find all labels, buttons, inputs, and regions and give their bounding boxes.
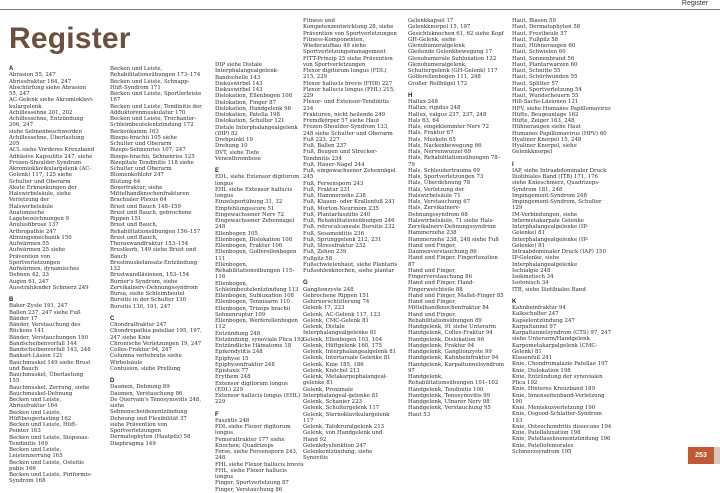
index-entry: Haut, Dermatophyten 58 — [512, 24, 581, 31]
index-entry: Haut, Blasen 59 — [512, 18, 556, 24]
index-entry: Arthropathie 247 — [9, 228, 57, 235]
index-entry: Gelenk 17, 223 — [303, 305, 345, 312]
index-letter-heading: A — [9, 66, 14, 72]
index-entry: Fuß, Fersensporn 243 — [303, 180, 364, 187]
index-entry: Epiphyse 15 — [215, 355, 249, 362]
index-entry: Fuß, Fraktur 231 — [303, 186, 351, 193]
index-entry: Haut, Sonnenbrand 56 — [512, 55, 575, 62]
index-entry: Hand und Finger, Daumenverstauchung 86 — [408, 242, 477, 255]
index-entry: Hals, Sportverletzungen 73 — [408, 174, 484, 180]
index-entry: Hals, Überdehnung 78 — [408, 180, 471, 187]
index-entry: Handgelenk, Ulnarer Nerv 98 — [408, 399, 490, 405]
index-entry: Becken und Leiste, Piriformis-Syndrom 168 — [9, 472, 92, 485]
index-letter-heading: F — [215, 411, 219, 418]
index-entry: FDL siehe Flexor digitorum longus — [215, 424, 291, 437]
index-entry: Bizepitale Tendinitis 118 siehe Schulter und Oberarm — [110, 159, 194, 172]
index-entry: Brustmuskelansatz-Entzündung 132 — [110, 259, 198, 272]
index-entry: Atmungsmechanik 150 — [9, 234, 72, 241]
index-entry: Achillessehne, Entzündung 206, 247 — [9, 116, 84, 129]
index-entry: Hals, Muskeln 65 — [408, 136, 456, 143]
index-letter-heading: C — [110, 315, 115, 322]
index-entry: Karpaltunnelsyndrom (CTS) 97, 247 siehe Unterarm/Handgelenk — [512, 330, 611, 343]
index-entry: Dermatophyten (Hautpilz) 58 — [110, 434, 191, 441]
index-entry: Chondralfraktur 247 — [110, 322, 167, 328]
index-column-1 — [9, 66, 95, 485]
index-entry: Gelenk, Hüftgelenk 160, 175 — [303, 342, 382, 349]
index-entry: Ellenbogen, Subluxation 108 — [215, 293, 294, 299]
index-entry: Boxerfraktur, siehe Mittelhandknochenfrakturen — [110, 184, 190, 197]
index-entry: Isotonisch 34 — [512, 280, 549, 287]
index-entry: Fuß, Rehabilitationsübungen 246 — [303, 218, 395, 224]
index-entry: Hallux 248 — [408, 99, 438, 105]
index-entry: Bänder, Verstauchung des Rückens 141 — [9, 322, 81, 335]
index-entry: Fuß, Beugen und Strecker-Tendinitis 234 — [303, 149, 378, 162]
index-entry: Flexor hallucis brevis (FHB) 227 — [303, 80, 393, 87]
index-letter-heading: G — [303, 280, 308, 287]
index-letter-heading: I — [512, 161, 514, 168]
index-entry: Knie, Patellaluxation 198 — [512, 430, 581, 436]
index-entry: Einzelsportübung 31, 32 — [215, 199, 283, 206]
index-entry: Haut, Schnitte 55 — [512, 68, 561, 74]
index-entry: Hals, Verstauchung 67 — [408, 199, 471, 205]
index-entry: Handgelenk, Colles-Fraktur 94 — [408, 330, 493, 337]
index-entry: Brustkorb, 149 siehe Brust und Bauch — [110, 247, 197, 260]
index-entry: Gelenkdysfunktion 247 — [303, 442, 367, 449]
page-number: 253 — [688, 447, 714, 464]
index-entry: Becken und Leiste, Trochanter-Schleimbeutelentzündung 172 — [110, 116, 197, 129]
index-entry: Hyaliner Knorpel, siehe Gelenkknorpel — [512, 143, 577, 156]
index-entry: Brust und Bauch, Thoraxwandfraktur 153–154 — [110, 234, 189, 247]
index-entry: Aufwärmen, dynamisches Dehnen 42, 23 — [9, 266, 80, 279]
index-entry: Intraabdominaler Druck (IAP) 150 — [512, 249, 606, 255]
index-entry: Columna vertebralis siehe Wirbelsäule — [110, 353, 182, 366]
index-letter-heading: K — [512, 298, 517, 305]
index-entry: Augen 61, 247 — [9, 278, 49, 285]
index-entry: Haut, Schürfwunden 55 — [512, 74, 578, 81]
index-entry: Daumen, Verstauchung 86 — [110, 390, 183, 397]
index-entry: Hallux, valgus 237, 237, 248 — [408, 111, 487, 118]
index-entry: Epikondylitis 248 — [215, 349, 263, 356]
index-entry: Handgelenk, Tenosynovitis 99 — [408, 392, 491, 399]
index-entry: Extensor digitorum longus (EDL) 229 — [215, 380, 288, 393]
index-entry: Entzündung 248 — [215, 330, 261, 337]
index-entry: Glenohumeralgelenk, Schultergelenk (GH-Gelenk) 117 — [408, 61, 498, 74]
index-entry: Becken und Leiste, Abrissfraktur 164 — [9, 397, 62, 410]
index-entry: Gelenk, Talokruralgelenk 213 — [303, 424, 385, 430]
index-entry: Hals, Fraktur 67 — [408, 130, 454, 137]
index-entry: Gelenk, Ellenbogen 103, 104 — [303, 336, 383, 343]
index-entry: Blumenkohlohr 247 — [110, 172, 164, 179]
index-entry: Aufwärmen 55 — [9, 241, 50, 247]
index-entry: Finger, Sportverletzung 87 — [215, 480, 289, 487]
index-entry: Akute Erkrankungen der Halswirbelsäule, siehe Verletzung der Halswirbelsäule — [9, 184, 77, 210]
index-entry: Entzündliche Hämatome 18 — [215, 343, 292, 349]
index-entry: Bauchmuskel, Überlastung 155 — [9, 372, 84, 385]
index-entry: Ellenbogen, Dislokation 108 — [215, 236, 293, 243]
index-entry: Impingement-Syndrom 248 — [512, 192, 587, 199]
index-entry: Finger, Verstauchung 86 — [215, 486, 283, 493]
index-entry: Extensor hallucis longus (EHL) 229 — [215, 393, 301, 406]
index-entry: Handgelenk, Fraktur 94 — [408, 342, 475, 349]
index-entry: Klauenfuß 241 — [512, 355, 553, 361]
index-entry: Hammerzehe 238 — [408, 230, 457, 237]
index-entry: Beckenkamm 163 — [110, 128, 159, 135]
index-entry: Bursitis in der Schulter 130 — [110, 297, 187, 304]
index-entry: Haut, Splitter 57 — [512, 80, 559, 87]
index-entry: Achillessehne, Überlastung 205 — [9, 134, 85, 147]
index-entry: FHL, siehe Flexor hallucis longus — [215, 467, 287, 480]
index-entry: EHL siehe Extensor hallucis longus — [215, 186, 293, 199]
index-column-5 — [408, 18, 506, 418]
index-entry: Hand und Finger, Fingerverstauchung 86 — [408, 267, 473, 280]
index-entry: Knie, Osgood-Schlatter-Syndrom 193 — [512, 411, 602, 424]
index-entry: Humanes Papillomavirus (HPV) 60 — [512, 130, 607, 137]
index-letter-heading: B — [9, 297, 14, 303]
index-entry: AC-Gelenk siehe Akromioklavi-kulargelenk — [9, 97, 94, 110]
index-entry: Hallux, rigidus 248 — [408, 105, 461, 112]
index-entry: Gelenk, AC-Gelenk 117, 123 — [303, 311, 381, 318]
index-entry: Flexor digitorum longus (FDL) 215, 229 — [303, 68, 387, 81]
index-entry: Hüfte, Beugeanlage 162 — [512, 111, 579, 118]
index-entry: Fuß, Zehen 239 — [303, 249, 347, 256]
index-entry: Distale Interphalangealgelenk (DIP) 82 — [215, 124, 298, 137]
index-entry: Fuß, Hammerzehe 238 — [303, 193, 366, 199]
index-entry: Hüfte, Zeiger 163, 248 — [512, 118, 575, 124]
index-entry: Fußpilz 58 — [303, 255, 333, 262]
index-entry: Ballen 237, 247 siehe Fuß — [9, 309, 81, 316]
index-entry: Knie, Dislokation 198 — [512, 367, 571, 374]
index-entry: Handgelenk, Kahnbeinfraktur 94 — [408, 355, 499, 362]
index-entry: Bänder, Verstauchungen 190 — [9, 334, 89, 341]
top-bar — [0, 0, 720, 9]
index-entry: Frozen-Shoulder-Syndrom 133, 248 siehe Schulter und Oberarm — [303, 124, 393, 137]
index-entry: siehe Sehnenbeschwerden — [9, 128, 82, 135]
index-entry: Gelenkknorpel 15, 197 — [408, 24, 471, 31]
index-entry: Bänder 17 — [9, 315, 38, 322]
index-entry: Dislokation, Schulter 121 — [215, 118, 285, 125]
index-entry: Handgelenk, Ganglionzyste 99 — [408, 349, 492, 355]
index-entry: Großer Rollhügel 172 — [408, 80, 468, 87]
index-entry: Kahnbeinfraktur 94 — [512, 305, 566, 311]
index-entry: Haut, Plantarwarzen 60 — [512, 61, 578, 68]
index-entry: Becken und Leiste, Hüft-Pointer 163 — [9, 422, 78, 435]
index-entry: Diaphragma 149 — [110, 440, 156, 447]
index-entry: Ellenbogen, Trizeps brachii Sehnenruptur 109 — [215, 305, 291, 318]
index-entry: Empfehlungsscore 51 — [215, 205, 275, 212]
index-entry: Knie, Innenseitenband-Verletzung 190 — [512, 392, 605, 405]
index-entry: Haut, Fußpilz 58 — [512, 36, 559, 43]
index-letter-heading: E — [215, 168, 220, 174]
index-column-4 — [303, 18, 398, 462]
index-entry: Haut, Wundscheuern 55 — [512, 93, 579, 99]
index-entry: Gelenk, Sternoklavikulargelenk 117 — [303, 411, 390, 424]
index-entry: Kapselentzündung 247 — [512, 317, 575, 324]
index-entry: Abrissfraktur 164, 247 — [9, 78, 72, 85]
index-entry: Gebrochene Rippen 151 — [303, 292, 370, 299]
index-entry: Hals, Nackenbewegung 66 — [408, 142, 482, 149]
index-entry: Gelenk, Proximale Interphalangeal-gelenke 81 — [303, 386, 379, 399]
index-entry: Haut, Sportverletzung 54 — [512, 86, 582, 93]
index-entry: Fitness und Kompetenzentwicklung 28, siehe Prävention von Sportverletzungen — [303, 18, 397, 37]
index-entry: GH-Gelenk, siehe Glenohumeralgelenk — [408, 36, 465, 49]
index-entry: Drehpunkt 19 — [215, 137, 253, 143]
index-entry: Hals, Zervikalnerv-Dehnungssyndrom 68 — [408, 205, 468, 218]
index-entry: Adhäsive Kapsulitis 247, siehe Frozen-Shoulder-Syndrom — [9, 153, 93, 166]
index-entry: Karpaltunnel 97 — [512, 323, 557, 330]
index-entry: Fuß, Sprunggelenk 212, 231 — [303, 236, 382, 243]
index-entry: Handgelenk, 91 siehe Unterarm — [408, 324, 497, 330]
index-entry: Interphalangealgelenke (IP-Gelenke) 81 — [512, 224, 589, 237]
index-entry: Fuß, Stressfraktur 232 — [303, 243, 366, 249]
index-entry: Fasziitis 248 — [215, 417, 250, 424]
index-entry: Hals, Nervenwurzel 69 — [408, 149, 472, 155]
index-entry: Hand und Finger, Rehabilitationsübungen 89 — [408, 311, 482, 324]
index-entry: Fußsohlenknochen, siehe plantar — [303, 268, 395, 274]
index-entry: Gelenk, Distale Interphalangealgelenke 81 — [303, 324, 377, 337]
index-entry: Gleitende Gelenkbewegung 17 — [408, 49, 493, 56]
index-entry: Burner's Syndrom, siehe Zervikalnerv-Dehnungssyndrom — [110, 278, 198, 291]
index-entry: Isokinetisch 34 — [512, 274, 554, 280]
index-entry: Ellenbogen, Schleimbeutelentzündung 113 — [215, 280, 299, 293]
index-entry: Akromioklavikulargelenk (AC-Gelenk) 117, 125 siehe Schulter und Oberarm — [9, 166, 92, 185]
index-letter-heading: D — [110, 378, 115, 384]
index-entry: Handgelenk, Verstauchung 95 — [408, 405, 491, 412]
index-entry: Knie, Patellofemorales Schmerzsyndrom 195 — [512, 442, 574, 455]
index-entry: Ellenbogen 105 — [215, 230, 258, 237]
index-entry: Haut, Hühneraugen 60 — [512, 43, 576, 49]
index-entry: Contusion, siehe Prellung — [110, 365, 181, 372]
running-header: Register — [681, 0, 708, 7]
index-entry: Knie, Meniskusverletzung 190 — [512, 405, 596, 411]
index-entry: Achillessehne 201, 202 — [9, 109, 73, 116]
index-entry: Anulusfibrose 137 — [9, 222, 59, 229]
index-entry: Abrasion 55, 247 — [9, 72, 56, 79]
index-entry: Fußschwielenhaut, siehe Plantaris — [303, 261, 398, 268]
index-entry: HPV, siehe Humanes Papillomavirus — [512, 105, 611, 112]
index-entry: Bandscheibenvorfall 143, 248 — [9, 347, 91, 353]
header-rule — [0, 9, 720, 10]
index-entry: IAP, siehe Intraabdominaler Druck — [512, 167, 607, 174]
index-entry: Diskuswirbel 143 — [215, 80, 263, 87]
index-letter-heading: H — [408, 92, 413, 99]
index-entry: Haut, Schwielen 60 — [512, 49, 566, 56]
index-entry: Chondropathia patellae 195, 197, 247 siehe Knie — [110, 328, 202, 341]
index-entry: Dislokation, Ellenbogen 108 — [215, 93, 293, 100]
index-entry: Drehung 10 — [215, 143, 248, 150]
index-entry: Becken und Leiste, Sportlerleiste 167 — [110, 91, 202, 104]
index-entry: Becken und Leiste, Rehabilitationsübungen 173–174 — [110, 66, 201, 79]
index-entry: Hals 63, 64 — [408, 117, 440, 124]
index-entry: Gelenk, von Handgelenk und Hand 92 — [303, 430, 383, 443]
index-entry: Hill-Sachs-Läsionen 121 — [512, 99, 579, 106]
index-entry: Handgelenk, Dislokation 96 — [408, 336, 485, 343]
index-entry: Fuß, eingewachsener Zehennägel 245 — [303, 168, 396, 181]
index-entry: Bizeps-brachii 105 siehe Schulter und Oberarm — [110, 134, 177, 147]
index-entry: Becken und Leiste, Tendinitis der Adduktorenmuskulatur 170 — [110, 103, 202, 116]
index-column-3 — [215, 62, 305, 493]
index-entry: Hals, Rehabilitationsübungen 78–79 — [408, 155, 501, 168]
index-entry: Blutung 64 — [110, 178, 141, 185]
index-entry: EDL, siehe Extensor digitorum longus — [215, 174, 300, 187]
index-entry: Hand und Finger, Mittelhandknochenfraktur 84 — [408, 299, 490, 312]
index-entry: Knie, Chondromalazie Patellae 197 — [512, 361, 608, 368]
index-entry: Fuß 223, 227 — [303, 136, 340, 143]
index-entry: ITB, siehe Iliotibiales Band — [512, 286, 586, 293]
index-entry: Haut 53 — [408, 411, 431, 418]
index-entry: Handgelenk, Tendinitis 100 — [408, 386, 484, 393]
index-entry: Hals, Schleudertrauma 69 — [408, 167, 480, 174]
index-entry: Knie, Hinteres Kreuzband 189 — [512, 386, 596, 393]
index-entry: Iliotibiales Band (ITB) 171, 176 siehe Knieschmerz, Quadrizeps-Syndrom 181, 248 — [512, 174, 600, 193]
index-entry: Ellenbogen, Fraktur 106 — [215, 243, 283, 249]
index-entry: Becken und Leiste, Hüftbeugerlasting 162 — [9, 409, 72, 422]
index-entry: DIP siehe Distale Interphalangealgelenk-Bandschelle 143 — [215, 62, 279, 81]
index-entry: Gehirnerschütterung 74 — [303, 299, 370, 305]
index-entry: Gelenk, Interphalangealgelenk 81 — [303, 349, 397, 355]
index-entry: Kalkschulter 247 — [512, 311, 559, 318]
index-entry: Brust und Bauch 148–159 — [110, 203, 181, 210]
index-entry: Epistaxis 77 — [215, 368, 249, 374]
index-entry: Femoraltrakter 177 siehe Knochen; Quadrizeps — [215, 436, 285, 449]
index-entry: FHL siehe Flexor hallucis brevis — [215, 461, 304, 468]
index-entry: Daumen, Dehnung 89 — [110, 384, 170, 391]
side-tab — [714, 447, 720, 464]
index-entry: Knie, Osteochondritis dissecans 194 — [512, 423, 612, 430]
index-entry: Ganglionzyste 248 — [303, 286, 354, 293]
index-entry: IM-Verbindungen, siehe Intermetakarpale Gelenke — [512, 211, 584, 224]
index-entry: Fuß, retrocalcaneale Bursitis 232 — [303, 224, 395, 231]
index-entry: Bizeps-Sehnenriss 107, 247 — [110, 147, 186, 154]
index-entry: Gelenk, Schultergelenk 117 — [303, 405, 380, 412]
index-entry: Hals, eingeklemmter Nerv 72 — [408, 124, 490, 130]
index-entry: DVT, siehe Tiefe Venenthrombose — [215, 149, 261, 162]
index-entry: Bauchmuskel 149 siehe Brust und Bauch — [9, 359, 91, 372]
index-entry: Abschürfung siehe Abrasion 55, 247 — [9, 84, 87, 97]
index-entry: Colles-Fraktur 94, 247 — [110, 347, 172, 353]
index-entry: Ferse, siehe Fersensporn 243, 248 — [215, 449, 298, 462]
index-entry: Glenohumerale Subluxation 122 — [408, 55, 497, 62]
index-entry: Golferellenbogen 111, 248 — [408, 74, 481, 81]
index-entry: Handgelenk, Rehabilitationsübungen 101–102 — [408, 374, 499, 387]
index-entry: Handgelenk, Karpaltunnelsyndrom 97 — [408, 361, 504, 374]
index-entry: Brustwandläsionen, 153–154 — [110, 272, 190, 279]
index-entry: Becken und Leiste, Osteitis pubis 166 — [9, 459, 84, 472]
index-entry: Bursitis 130, 191, 247 — [110, 303, 171, 310]
index-entry: Hühneraugen siehe Haut — [512, 124, 582, 131]
index-entry: Becken und Leiste, Leistenzerrung 165 — [9, 447, 63, 460]
index-entry: Anatomische Lagebezeichnungen 9 — [9, 209, 69, 222]
index-entry: Flexor hallucis longus (FHL) 215, 229 — [303, 86, 395, 99]
index-entry: Eingewachsener Zehennagel 248 — [215, 218, 295, 231]
index-entry: Bauchmuskel, Zerrung, siehe Bauchmuskel-Dehnung — [9, 384, 90, 397]
index-entry: Ellenbogen, Tennisarm 110 — [215, 299, 290, 306]
index-entry: Fuß, Klauen- oder Krallenfuß 241 — [303, 199, 396, 206]
index-entry: Fuß, Hauer-Nagel 244 — [303, 161, 365, 168]
page-title: Register — [9, 22, 131, 55]
index-entry: Knie, Entzündung der synovialen Plica 192 — [512, 373, 603, 386]
index-entry: Brust und Bauch, gebrochene Rippen 151 — [110, 209, 192, 222]
index-entry: Ellenbogen, Golferellenbogen 111 — [215, 249, 297, 262]
index-entry: Gelenkentzündung, siehe Synovitis — [303, 449, 373, 462]
index-entry: Hand und Finger, Mallet-Finger 85 — [408, 292, 504, 299]
index-entry: Bursa, siehe Schleimbeutel — [110, 291, 185, 297]
index-entry: Baker-Zyste 191, 247 — [9, 303, 68, 310]
index-entry: Becken und Leiste, Iliopsoas-Tendinitis 169 — [9, 434, 90, 447]
index-entry: Interphalangealgelenke (IP-Gelenke) 81 — [512, 236, 589, 249]
index-entry: Aufwärmen 25 siehe Prävention von Sportverletzungen — [9, 247, 66, 266]
index-entry: Gelenk, Metakarpophalangeal-gelenke 81 — [303, 374, 388, 387]
index-entry: Karpometakarpalgelenk (CMC-Gelenk) 81 — [512, 342, 598, 355]
index-entry: Flexor- und Extensor-Tendinitis 234 — [303, 99, 390, 112]
index-entry: Hyaliner Knorpel 15, 248 — [512, 136, 582, 143]
index-entry: Ausstrahlender Schmerz 249 — [9, 284, 89, 291]
index-entry: Haut, Frostbeule 57 — [512, 30, 568, 37]
index-entry: Hand und Finger, Fingerluxation 87 — [408, 255, 498, 268]
index-entry: FITT-Prinzip 25 siehe Prävention von Sportverletzungen — [303, 55, 393, 68]
index-entry: Hals, Verletzung der Halswirbelsäule 71 — [408, 186, 465, 199]
index-column-6 — [512, 18, 612, 455]
index-entry: Epiphysenfraktur 248 — [215, 361, 275, 368]
index-entry: Halswirbelsäule, 71 siehe Hals-Zervikalnerv-Dehnungssyndrom — [408, 217, 496, 230]
index-entry: Impingement-Syndrom, Schulter 129 — [512, 199, 602, 212]
index-entry: Frakturen, nicht heilende 249 — [303, 111, 386, 118]
index-entry: Dislokation, Patella 198 — [215, 112, 280, 118]
index-entry: Fuß, Sesamoiditis 236 — [303, 230, 365, 237]
index-entry: Bizeps-brachii, Sehnenriss 125 — [110, 153, 195, 160]
index-entry: Brachialer Plexus 64 — [110, 197, 167, 204]
index-entry: Fremdkörper 57 siehe Haut — [303, 118, 380, 124]
index-entry: Fitness-Komponenten, Wiederaufbau 49 siehe Sportverletzungsmanagement — [303, 36, 386, 56]
index-entry: Fuß, Plantarfasziitis 240 — [303, 211, 371, 218]
index-column-2 — [110, 66, 202, 447]
index-entry: Fuß, Ballen 237 — [303, 143, 347, 149]
index-entry: Gelenk, Knie 185, 186 — [303, 361, 364, 368]
index-entry: Ellenbogen, Werferellenbogen 112 — [215, 318, 299, 331]
index-entry: Brust und Bauch, Rehabilitationsübungen 156–157 — [110, 222, 201, 235]
index-entry: Becken und Leiste, Schnapp-Hüft-Syndrom 171 — [110, 78, 190, 91]
index-entry: Ellenbogen, Rehabilitationsübungen 115–116 — [215, 261, 295, 281]
index-entry: Knie, Patellasehnenentzündung 196 — [512, 436, 611, 443]
index-entry: Dislokation, Finger 87 — [215, 99, 277, 106]
index-entry: Entzündung, synoviale Plica 192 — [215, 336, 305, 343]
index-entry: Gelenk, Schanier 223 — [303, 399, 362, 405]
index-entry: Eingewachsener Nerv 72 — [215, 211, 285, 218]
index-entry: Fuß, Morton-Neurinom 235 — [303, 205, 379, 212]
index-entry: Gesichtsknochen 61, 62 siehe Kopf — [408, 30, 504, 37]
index-entry: Bankart-Läsion 121 — [9, 353, 63, 360]
index-entry: Gelenk, CMC-Gelenk 81 — [303, 317, 369, 324]
index-entry: De Quervain's Tenosynovitis 248, siehe Sehnenscheidenentzündung — [110, 396, 202, 416]
index-entry: Dislokation, Handgelenk 96 — [215, 105, 292, 112]
index-entry: Gelenk, Intertarsale Gelenke 81 — [303, 355, 391, 362]
index-entry: Dehnung und Flexibilität 37 siehe Prävention von Sportverletzungen — [110, 415, 187, 434]
index-entry: Hammerzehe 238, 248 siehe Fuß — [408, 236, 499, 243]
index-entry: Diskuswirbel 143 — [215, 87, 263, 93]
index-entry: Erythem 248 — [215, 374, 251, 381]
index-entry: Ischialgie 248 — [512, 267, 551, 274]
index-entry: IP-Gelenke, siehe Interphalangealgelenke — [512, 255, 578, 268]
index-entry: Chronische Verletzungen 19, 247 — [110, 340, 202, 347]
index-entry: Gelenkkapsel 17 — [408, 18, 454, 24]
index-entry: Bandscheibenvorfall 144 — [9, 340, 77, 347]
index-entry: Hand und Finger, Hand-Fingerweichteile 88 — [408, 280, 475, 293]
index-entry: Gelenk, Knöchel 213 — [303, 367, 360, 374]
index-entry: ACL siehe Vorderes Kreuzband — [9, 147, 95, 154]
